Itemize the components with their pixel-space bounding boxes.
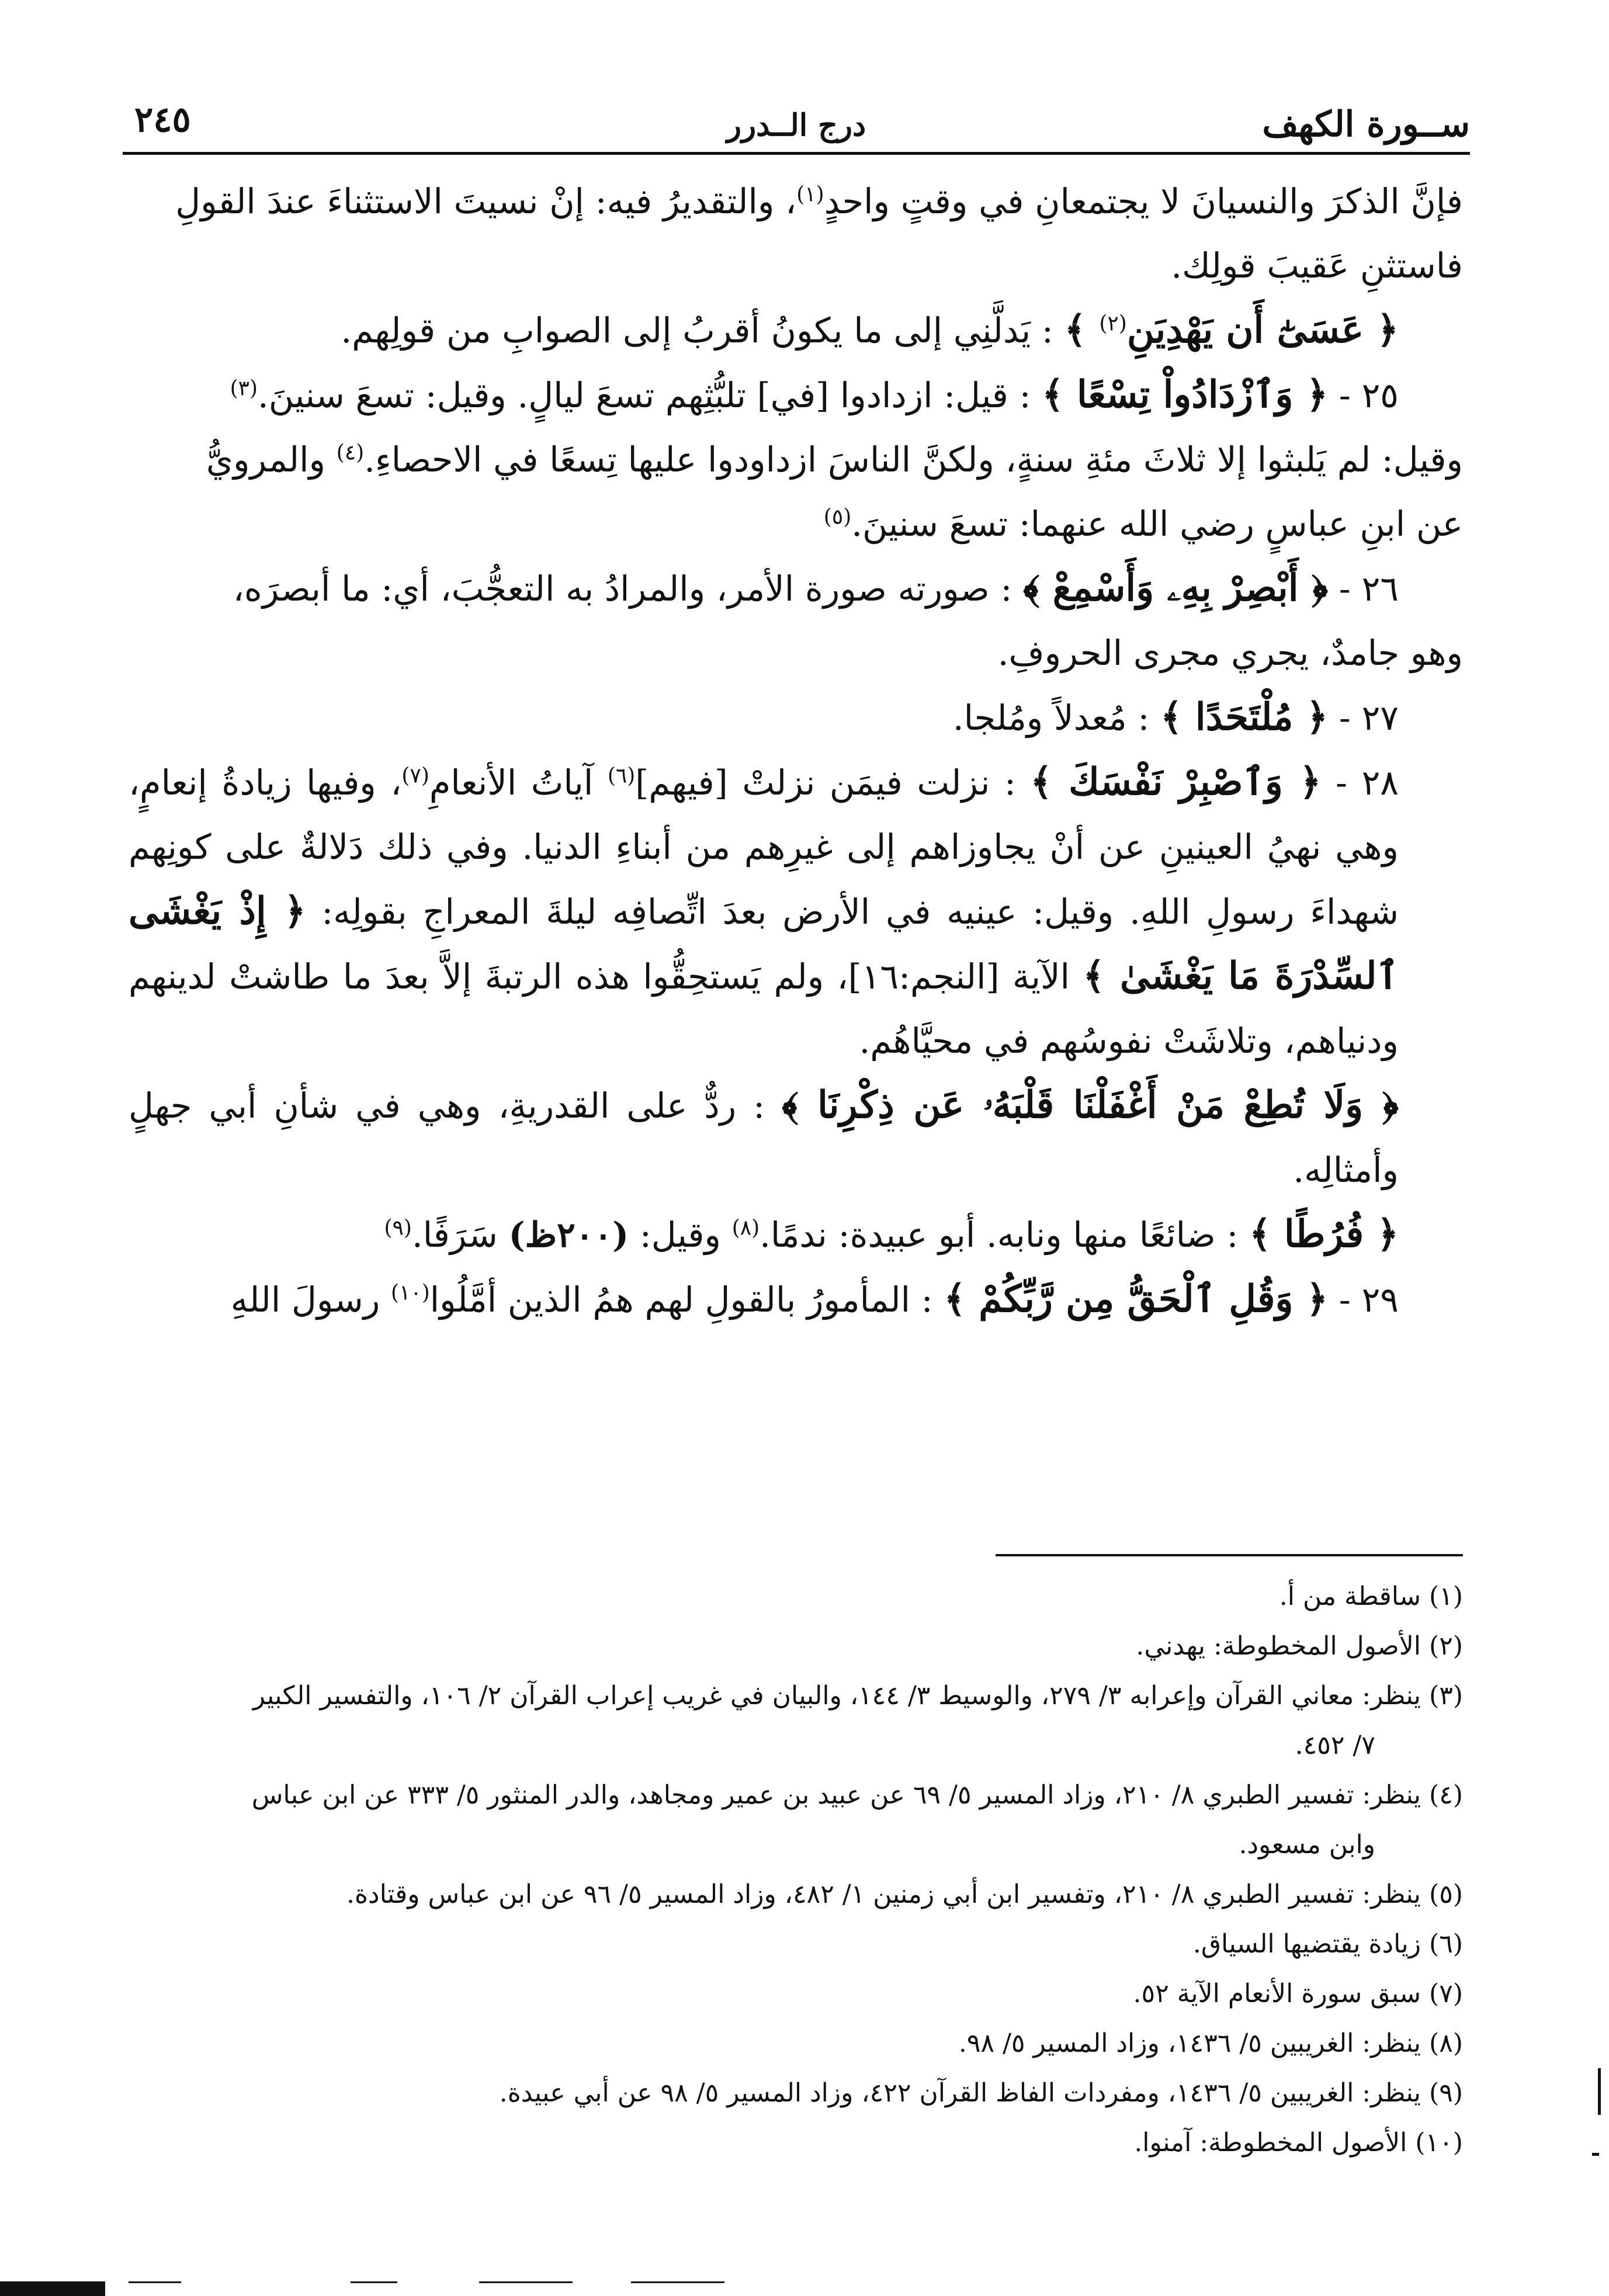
paragraph-6: عن ابنِ عباسٍ رضي الله عنهما: تسعَ سنينَ.$^{(٥)}$: [823, 504, 1463, 544]
verse-number: ٢٥ -: [1328, 375, 1399, 415]
paragraph-2: فاستثنِ عَقيبَ قولِك.: [1171, 245, 1463, 286]
footnotes: [129, 1572, 1463, 2158]
paragraph-verse-27: ٢٧ - ﴿ مُلْتَحَدًا ﴾ : مُعدلاً ومُلجا.: [952, 695, 1399, 739]
paragraph-5: وقيل: لم يَلبثوا إلا ثلاثَ مئةِ سنةٍ، ولكنَّ الناسَ ازداودوا عليها تِسعًا في الاحصاءِ.$^{(٤)}$ والمرويُّ: [206, 439, 1463, 480]
footnote-8: (٨) ينظر: الغريبين ٥/ ١٤٣٦، وزاد المسير ٥/ ٩٨.: [958, 2028, 1463, 2058]
footnote-separator: [996, 1554, 1463, 1556]
scan-mark-bottom-line-1: [129, 2281, 181, 2283]
scan-mark-bottom-line-3: [479, 2281, 573, 2283]
footnote-2: (٢) الأصول المخطوطة: يهدني.: [1136, 1631, 1463, 1661]
footnote-4: (٤) ينظر: تفسير الطبري ٨/ ٢١٠، وزاد المسير ٥/ ٦٩ عن عبيد بن عمير ومجاهد، والدر المنثور ٥/ ٣٣٣ عن ابن عباس: [251, 1780, 1463, 1810]
main-text: [129, 169, 1463, 1531]
footnote-1: (١) ساقطة من أ.: [1279, 1581, 1463, 1611]
verse-number: ٢٧ -: [1328, 698, 1399, 738]
quran-verse: ﴿ إِذْ يَغْشَى ٱلسِّدْرَةَ مَا يَغْشَىٰ ﴾: [129, 889, 1399, 998]
book-title: درج الــدرر: [726, 107, 866, 143]
scan-mark-bottom-left: [0, 2281, 105, 2296]
footnote-ref-2: (٢): [1099, 311, 1127, 336]
manuscript-folio-marker: (٢٠٠ظ): [508, 1215, 629, 1255]
scan-mark-bottom-line-4: [631, 2281, 724, 2283]
paragraph-8: وهو جامدٌ، يجري مجرى الحروفِ.: [997, 633, 1463, 673]
paragraph-verse-29: ٢٩ - ﴿ وَقُلِ ٱلْحَقُّ مِن رَّبِّكُمْ ﴾ : المأمورُ بالقولِ لهم همُ الذين أمَّلُوا$^{(١٠)}$ رسولَ اللهِ: [230, 1277, 1399, 1321]
footnote-ref-7: (٧): [401, 764, 429, 788]
scan-mark-bottom-line-2: [351, 2281, 397, 2283]
footnote-ref-3: (٣): [230, 376, 258, 401]
footnote-7: (٧) سبق سورة الأنعام الآية ٥٢.: [1133, 1979, 1463, 2009]
footnote-ref-6: (٦): [607, 764, 636, 788]
footnote-ref-1: (١): [796, 182, 824, 207]
paragraph-verse-25: ٢٥ - ﴿ وَٱزْدَادُواْ تِسْعًا ﴾ : قيل: ازدادوا [في] تلبُّثِهم تسعَ ليالٍ. وقيل: تسعَ سنينَ.$^{(٣)}$: [230, 373, 1399, 417]
paragraph-verse-28: ٢٨ - ﴿ وَٱصْبِرْ نَفْسَكَ ﴾ : نزلت فيمَن نزلتْ [فيهم]$^{(٦)}$ آياتُ الأنعامِ$^{(٧)}$، وفيها زيادةُ إنعامٍ، وهي نهيُ العينينِ عن أنْ يجاوزاهم إلى غيرِهم من أبناءِ الدنيا. وفي ذلك دَلالةٌ على كونِهم شهداءَ رسولِ اللهِ. وقيل: عينيه في الأرض بعدَ اتِّصافِه ليلةَ المعراجِ بقولِه: ﴿ إِذْ يَغْشَى ٱلسِّدْرَةَ مَا يَغْشَىٰ ﴾ الآية [النجم:١٦]، ولم يَستحِقُّوا هذه الرتبةَ إلاَّ بعدَ ما طاشتْ لدينهم ودنياهم، وتلاشَتْ نفوسُهم في محيَّاهُم.: [129, 760, 1399, 1061]
footnote-5: (٥) ينظر: تفسير الطبري ٨/ ٢١٠، وتفسير ابن أبي زمنين ١/ ٤٨٢، وزاد المسير ٥/ ٩٦ عن ابن عباس وقتادة.: [346, 1879, 1463, 1909]
quran-verse: ﴿ وَقُلِ ٱلْحَقُّ مِن رَّبِّكُمْ ﴾: [944, 1277, 1329, 1321]
footnote-10: (١٠) الأصول المخطوطة: آمنوا.: [1134, 2128, 1463, 2158]
quran-verse: ﴿ وَٱزْدَادُواْ تِسْعًا ﴾: [1042, 373, 1329, 417]
footnote-6: (٦) زيادة يقتضيها السياق.: [1192, 1929, 1463, 1959]
footnote-ref-8: (٨): [731, 1216, 760, 1240]
paragraph-11: ﴿ وَلَا تُطِعْ مَنْ أَغْفَلْنَا قَلْبَهُۥ عَن ذِكْرِنَا ﴾ : ردٌّ على القدريةِ، وهي في شأنِ أبي جهلٍ وأمثالِه.: [129, 1083, 1399, 1190]
footnote-ref-9: (٩): [384, 1216, 412, 1240]
verse-number: ٢٨ -: [1321, 762, 1399, 803]
footnote-3: (٣) ينظر: معاني القرآن وإعرابه ٣/ ٢٧٩، والوسيط ٣/ ١٤٤، والبيان في غريب إعراب القرآن ٢/ ١٠٦، والتفسير الكبير: [252, 1681, 1463, 1711]
paragraph-1: فإنَّ الذكرَ والنسيانَ لا يجتمعانِ في وقتٍ واحدٍ$^{(١)}$، والتقديرُ فيه: إنْ نسيتَ الاستثناءَ عندَ القولِ: [175, 181, 1463, 221]
scan-mark-right-edge-1: [1598, 2068, 1601, 2115]
page-header: [123, 88, 1470, 155]
verse-number: ٢٩ -: [1328, 1279, 1399, 1320]
verse-number: ٢٦ -: [1328, 568, 1399, 609]
paragraph-3: ﴿ عَسَىٰٓ أَن يَهْدِيَنِ$^{(٢)}$ ﴾ : يَدلَّنِي إلى ما يكونُ أقربُ إلى الصوابِ من قولِهم.: [341, 308, 1399, 352]
quran-verse: ﴿ وَٱصْبِرْ نَفْسَكَ ﴾: [1030, 760, 1322, 804]
footnote-ref-4: (٤): [336, 441, 365, 465]
scan-mark-right-edge-2: [1592, 2153, 1599, 2156]
paragraph-12: ﴿ فُرُطًا ﴾ : ضائعًا منها ونابه. أبو عبيدة: ندمًا.$^{(٨)}$ وقيل: (٢٠٠ظ) سَرَفًا.$^{(٩)}$: [384, 1212, 1399, 1256]
footnote-ref-5: (٥): [823, 505, 852, 529]
page-number: ٢٤٥: [134, 99, 191, 140]
quran-verse: ﴿ عَسَىٰٓ أَن يَهْدِيَنِ: [1126, 308, 1399, 352]
quran-verse: ﴿ أَبْصِرْ بِهِۦ وَأَسْمِعْ ﴾: [1023, 566, 1329, 610]
footnote-3-continued: ٧/ ٤٥٢.: [1295, 1730, 1375, 1760]
quran-verse: ﴿ فُرُطًا ﴾: [1249, 1212, 1399, 1256]
quran-verse: ﴿ مُلْتَحَدًا ﴾: [1160, 695, 1329, 739]
quran-verse: ﴿ وَلَا تُطِعْ مَنْ أَغْفَلْنَا قَلْبَهُۥ عَن ذِكْرِنَا ﴾: [782, 1083, 1399, 1127]
footnote-4-continued: وابن مسعود.: [1239, 1830, 1375, 1860]
paragraph-verse-26: ٢٦ - ﴿ أَبْصِرْ بِهِۦ وَأَسْمِعْ ﴾ : صورته صورة الأمر، والمرادُ به التعجُّبَ، أي: ما أبصرَه،: [233, 566, 1399, 610]
surah-title: ســورة الكهف: [1262, 104, 1470, 145]
footnote-9: (٩) ينظر: الغريبين ٥/ ١٤٣٦، ومفردات الفاظ القرآن ٤٢٢، وزاد المسير ٥/ ٩٨ عن أبي عبيدة.: [499, 2078, 1463, 2108]
footnote-ref-10: (١٠): [391, 1281, 430, 1305]
